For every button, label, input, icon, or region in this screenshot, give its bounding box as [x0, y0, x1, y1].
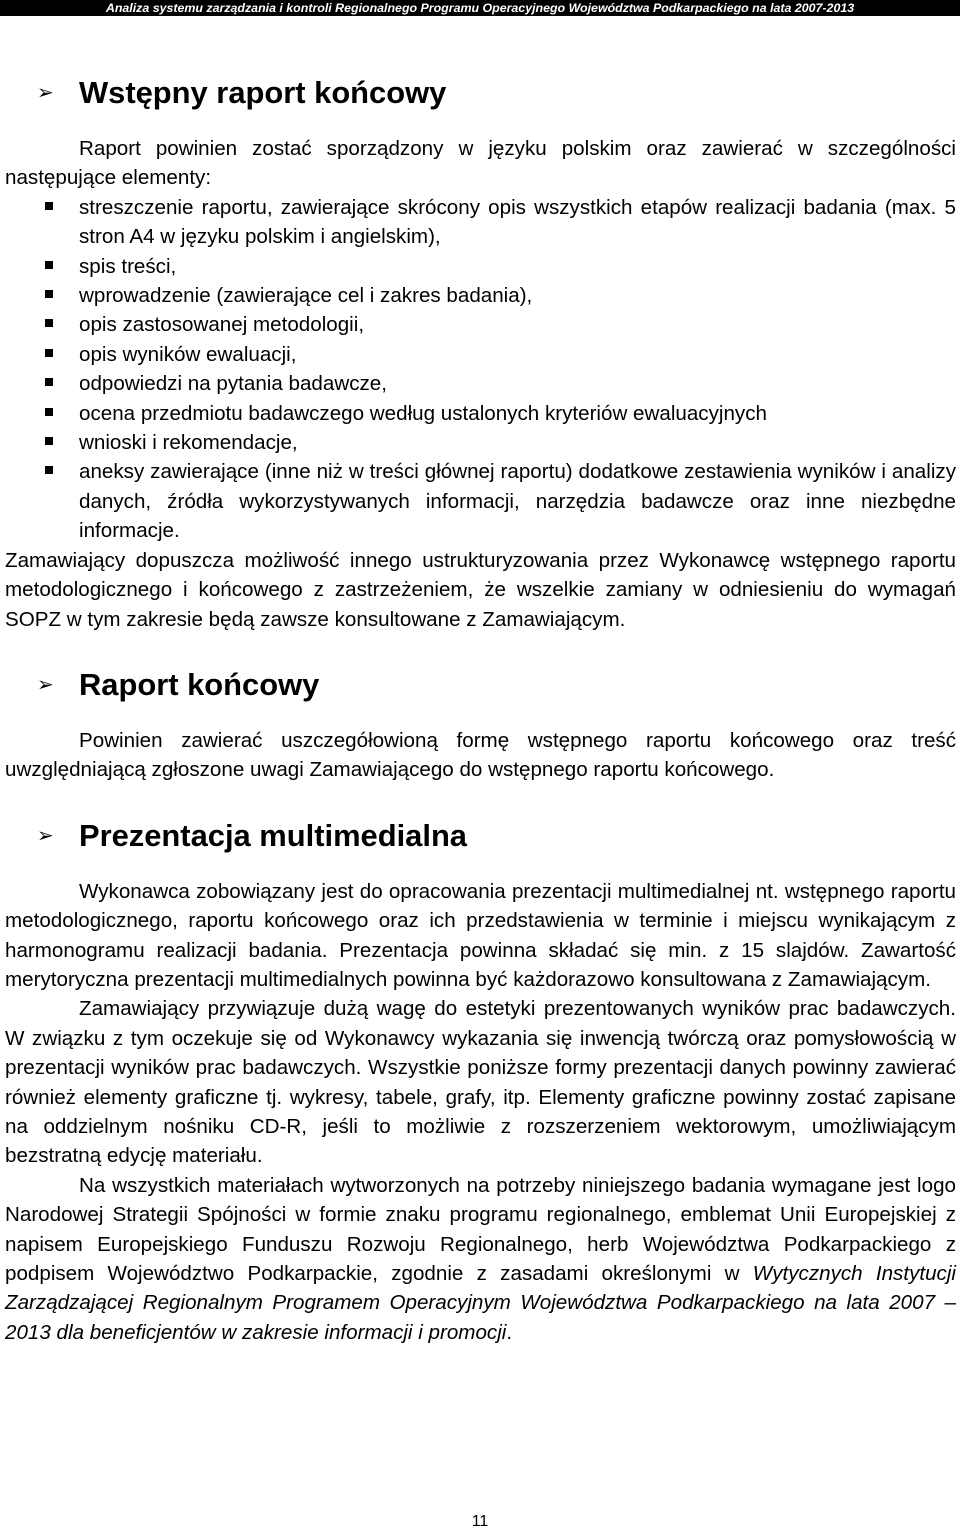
report-elements-list — [5, 193, 956, 546]
section-intro: Raport powinien zostać sporządzony w języku polskim oraz zawierać w szczególności następujące elementy: — [5, 137, 956, 190]
square-bullet-icon — [45, 202, 53, 210]
list-item: streszczenie raportu, zawierające skrócony opis wszystkich etapów realizacji badania (max. 5 stron A4 w języku polskim i angielskim), — [5, 193, 956, 252]
running-header-title: Analiza systemu zarządzania i kontroli Regionalnego Programu Operacyjnego Województwa Podkarpackiego na lata 2007-2013 — [105, 1, 855, 15]
right-arrowhead-icon: ➢ — [37, 824, 54, 847]
square-bullet-icon — [45, 408, 53, 416]
right-arrowhead-icon: ➢ — [37, 82, 54, 104]
square-bullet-icon — [45, 290, 53, 298]
section-closing-paragraph: Zamawiający dopuszcza możliwość innego ustrukturyzowania przez Wykonawcę wstępnego raportu metodologicznego i końcowego z zastrzeżeniem, że wszelkie zamiany w odniesieniu do wymagań SOPZ w tym zakresie będą zawsze konsultowane z Zamawiającym. — [5, 548, 956, 631]
square-bullet-icon — [45, 319, 53, 327]
section-heading-wstepny-raport: ➢ Wstępny raport końcowy — [37, 75, 447, 110]
section-body-paragraph: Zamawiający przywiązuje dużą wagę do estetyki prezentowanych wyników prac badawczych. W związku z tym oczekuje się od Wykonawcy wykazania się inwencją twórczą oraz pomysłowością w prezentacji wyników prac badawczych. Wszystkie poniższe formy prezentacji danych powinny zawierać również elementy graficzne tj. wykresy, tabele, grafy, itp. Elementy graficzne powinny zostać zapisane na oddzielnym nośniku CD-R, jeśli to możliwie z rozszerzeniem wektorowym, umożliwiającym bezstratną edycję materiału. — [5, 997, 956, 1168]
section-body-paragraph-logo-requirements: Na wszystkich materiałach wytworzonych na potrzeby niniejszego badania wymagane jest logo Narodowej Strategii Spójności w formie znaku programu regionalnego, emblemat Unii Europejskiej z napisem Europejskiego Funduszu Rozwoju Regionalnego, herb Województwa Podkarpackiego z podpisem Województwo Podkarpackie, zgodnie z zasadami określonymi w Wytycznych Instytucji Zarządzającej Regionalnym Programem Operacyjnym Województwa Podkarpackiego na lata 2007 – 2013 dla beneficjentów w zakresie informacji i promocji. — [5, 1173, 956, 1344]
section-body-paragraph: Powinien zawierać uszczegółowioną formę wstępnego raportu końcowego oraz treść uwzględniającą zgłoszone uwagi Zamawiającego do wstępnego raportu końcowego. — [5, 728, 956, 782]
page-number: 11 — [471, 1513, 489, 1530]
document-page — [5, 74, 956, 1347]
list-item: aneksy zawierające (inne niż w treści głównej raportu) dodatkowe zestawienia wyników i analizy danych, źródła wykorzystywanych informacji, narzędzia badawcze oraz inne niezbędne informacje. — [5, 457, 956, 545]
square-bullet-icon — [45, 437, 53, 445]
square-bullet-icon — [45, 378, 53, 386]
list-item: spis treści, — [5, 252, 956, 281]
guidelines-reference: Wytycznych Instytucji Zarządzającej Regionalnym Programem Operacyjnym Województwa Podkarpackiego na lata 2007 – 2013 dla beneficjentów w zakresie informacji i promocji — [5, 1262, 956, 1344]
list-item: wprowadzenie (zawierające cel i zakres badania), — [5, 281, 956, 310]
list-item: odpowiedzi na pytania badawcze, — [5, 369, 956, 398]
section-heading-raport-koncowy: ➢ Raport końcowy — [37, 666, 320, 702]
square-bullet-icon — [45, 349, 53, 357]
section-heading-prezentacja: ➢ Prezentacja multimedialna — [37, 817, 467, 853]
list-item: opis wyników ewaluacji, — [5, 340, 956, 369]
list-item: ocena przedmiotu badawczego według ustalonych kryteriów ewaluacyjnych — [5, 399, 956, 428]
square-bullet-icon — [45, 261, 53, 269]
right-arrowhead-icon: ➢ — [37, 673, 54, 696]
section-body-paragraph: Wykonawca zobowiązany jest do opracowania prezentacji multimedialnej nt. wstępnego raportu metodologicznego, raportu końcowego oraz ich przedstawienia w terminie i miejscu wynikającym z harmonogramu realizacji badania. Prezentacja powinna składać się min. z 15 slajdów. Zawartość merytoryczna prezentacji multimedialnych powinna być każdorazowo konsultowana z Zamawiającym. — [5, 879, 956, 991]
list-item: wnioski i rekomendacje, — [5, 428, 956, 457]
list-item: opis zastosowanej metodologii, — [5, 310, 956, 339]
square-bullet-icon — [45, 466, 53, 474]
